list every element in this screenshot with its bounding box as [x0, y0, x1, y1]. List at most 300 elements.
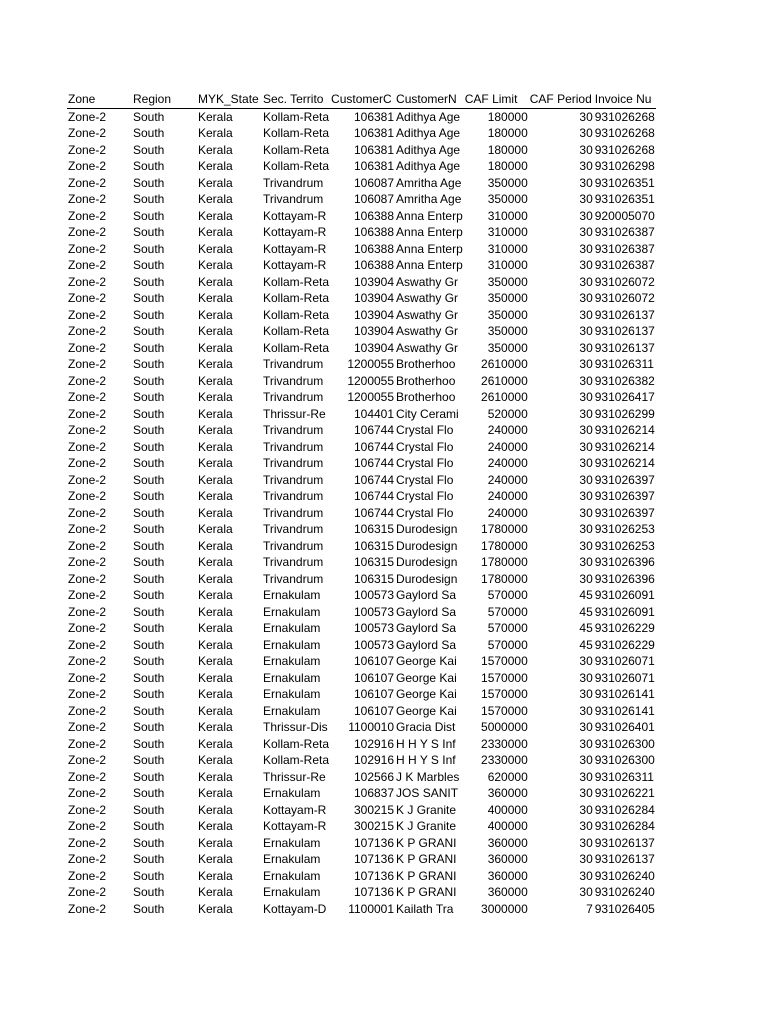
cell-caf-limit: 350000 — [487, 324, 528, 338]
cell-customer-code: 103904 — [353, 291, 395, 305]
cell-customer-code: 106107 — [353, 670, 395, 685]
cell-customer-code: 106744 — [353, 456, 395, 470]
table-row — [67, 422, 656, 439]
cell-territory: Ernakulam — [263, 703, 321, 718]
cell-zone: Zone-2 — [68, 175, 107, 190]
cell-customer-code: 104401 — [353, 406, 395, 421]
table-row — [67, 472, 656, 489]
cell-invoice-number: 931026253 — [594, 538, 655, 553]
table-body — [67, 108, 656, 917]
cell-territory: Trivandrum — [263, 538, 324, 553]
cell-territory: Ernakulam — [263, 835, 321, 850]
table-row — [67, 224, 656, 241]
cell-region: South — [133, 225, 165, 239]
cell-zone: Zone-2 — [68, 555, 107, 569]
cell-invoice-number: 931026268 — [594, 142, 655, 157]
cell-caf-period: 30 — [579, 670, 593, 685]
cell-caf-period: 45 — [579, 604, 593, 619]
cell-customer-name: Aswathy Gr — [396, 291, 459, 305]
cell-region: South — [133, 885, 165, 899]
cell-region: South — [133, 357, 165, 371]
cell-zone: Zone-2 — [68, 159, 107, 173]
table-row — [67, 538, 656, 555]
cell-caf-limit: 3000000 — [481, 901, 528, 916]
cell-caf-period: 30 — [579, 720, 593, 734]
cell-customer-code: 106388 — [353, 225, 395, 239]
cell-invoice-number: 931026253 — [594, 522, 655, 536]
cell-customer-name: Brotherhoo — [396, 373, 456, 388]
cell-invoice-number: 931026240 — [594, 885, 655, 899]
cell-region: South — [133, 324, 165, 338]
cell-customer-code: 100573 — [353, 621, 395, 635]
cell-customer-name: Gaylord Sa — [396, 637, 457, 652]
cell-caf-limit: 350000 — [487, 307, 528, 322]
header-state: MYK_State — [198, 92, 259, 106]
cell-region: South — [133, 489, 165, 503]
cell-state: Kerala — [198, 852, 233, 866]
cell-customer-name: Adithya Age — [396, 109, 461, 124]
cell-caf-limit: 240000 — [487, 505, 528, 520]
cell-customer-name: K P GRANI — [396, 868, 457, 883]
cell-territory: Trivandrum — [263, 571, 324, 586]
cell-customer-name: Aswathy Gr — [396, 274, 459, 289]
cell-territory: Ernakulam — [263, 786, 321, 800]
table-row — [67, 785, 656, 802]
cell-caf-limit: 240000 — [487, 456, 528, 470]
cell-zone: Zone-2 — [68, 522, 107, 536]
cell-zone: Zone-2 — [68, 654, 107, 668]
cell-territory: Ernakulam — [263, 885, 321, 899]
cell-caf-period: 30 — [579, 753, 593, 767]
cell-territory: Thrissur-Re — [263, 406, 326, 421]
cell-state: Kerala — [198, 687, 233, 701]
cell-zone: Zone-2 — [68, 505, 107, 520]
table-row — [67, 736, 656, 753]
cell-state: Kerala — [198, 340, 233, 355]
cell-territory: Kottayam-D — [263, 901, 327, 916]
cell-territory: Kottayam-R — [263, 819, 327, 833]
cell-customer-code: 106381 — [353, 142, 395, 157]
cell-state: Kerala — [198, 819, 233, 833]
cell-caf-period: 45 — [579, 621, 593, 635]
cell-caf-period: 30 — [579, 126, 593, 140]
table-row — [67, 653, 656, 670]
cell-customer-code: 107136 — [353, 852, 395, 866]
cell-customer-code: 106315 — [353, 555, 395, 569]
cell-customer-code: 1200055 — [347, 373, 395, 388]
cell-caf-limit: 1570000 — [481, 654, 528, 668]
cell-zone: Zone-2 — [68, 258, 107, 272]
cell-region: South — [133, 192, 165, 206]
cell-invoice-number: 931026240 — [594, 868, 655, 883]
cell-customer-name: Aswathy Gr — [396, 307, 459, 322]
cell-territory: Ernakulam — [263, 868, 321, 883]
table-row — [67, 488, 656, 505]
cell-state: Kerala — [198, 307, 233, 322]
cell-invoice-number: 931026137 — [594, 324, 655, 338]
table-row — [67, 604, 656, 621]
cell-state: Kerala — [198, 142, 233, 157]
cell-territory: Kottayam-R — [263, 208, 327, 223]
table-row — [67, 455, 656, 472]
cell-caf-limit: 1780000 — [481, 538, 528, 553]
cell-region: South — [133, 835, 165, 850]
cell-region: South — [133, 703, 165, 718]
cell-zone: Zone-2 — [68, 687, 107, 701]
cell-customer-name: Durodesign — [396, 571, 458, 586]
table-row — [67, 274, 656, 291]
cell-caf-period: 30 — [579, 357, 593, 371]
cell-invoice-number: 931026396 — [594, 571, 655, 586]
cell-caf-period: 30 — [579, 406, 593, 421]
cell-caf-period: 30 — [579, 373, 593, 388]
cell-customer-name: Aswathy Gr — [396, 324, 459, 338]
cell-region: South — [133, 142, 165, 157]
cell-caf-limit: 400000 — [487, 819, 528, 833]
cell-customer-name: Crystal Flo — [396, 505, 454, 520]
cell-customer-name: Crystal Flo — [396, 472, 454, 487]
spreadsheet — [67, 91, 656, 917]
cell-customer-name: Amritha Age — [396, 175, 462, 190]
header-caf-period: CAF Period — [529, 92, 592, 106]
cell-state: Kerala — [198, 109, 233, 124]
cell-customer-name: Anna Enterp — [396, 258, 463, 272]
cell-invoice-number: 931026137 — [594, 307, 655, 322]
cell-customer-code: 100573 — [353, 588, 395, 602]
cell-zone: Zone-2 — [68, 720, 107, 734]
cell-region: South — [133, 571, 165, 586]
cell-invoice-number: 931026311 — [594, 357, 654, 371]
cell-territory: Thrissur-Re — [263, 769, 326, 784]
cell-caf-period: 30 — [579, 736, 593, 751]
cell-state: Kerala — [198, 802, 233, 817]
cell-caf-period: 30 — [579, 819, 593, 833]
cell-region: South — [133, 159, 165, 173]
cell-zone: Zone-2 — [68, 307, 107, 322]
cell-customer-code: 300215 — [353, 802, 395, 817]
cell-state: Kerala — [198, 439, 233, 454]
cell-territory: Trivandrum — [263, 505, 324, 520]
table-row — [67, 323, 656, 340]
cell-state: Kerala — [198, 736, 233, 751]
cell-customer-code: 107136 — [353, 868, 395, 883]
table-row — [67, 158, 656, 175]
cell-state: Kerala — [198, 192, 233, 206]
cell-customer-code: 103904 — [353, 340, 395, 355]
cell-customer-code: 102566 — [353, 769, 395, 784]
cell-zone: Zone-2 — [68, 571, 107, 586]
cell-customer-code: 103904 — [353, 274, 395, 289]
cell-caf-limit: 620000 — [487, 769, 528, 784]
cell-customer-code: 1200055 — [347, 357, 395, 371]
cell-customer-name: H H Y S Inf — [396, 736, 456, 751]
cell-caf-limit: 570000 — [487, 637, 528, 652]
cell-region: South — [133, 126, 165, 140]
cell-customer-name: George Kai — [396, 670, 457, 685]
cell-territory: Trivandrum — [263, 555, 324, 569]
table-row — [67, 125, 656, 142]
cell-caf-limit: 310000 — [487, 258, 528, 272]
cell-region: South — [133, 340, 165, 355]
cell-caf-period: 30 — [579, 225, 593, 239]
cell-invoice-number: 931026382 — [594, 373, 655, 388]
cell-caf-limit: 180000 — [487, 142, 528, 157]
table-row — [67, 835, 656, 852]
cell-zone: Zone-2 — [68, 456, 107, 470]
cell-invoice-number: 931026300 — [594, 736, 655, 751]
cell-zone: Zone-2 — [68, 274, 107, 289]
cell-caf-limit: 240000 — [487, 489, 528, 503]
table-row — [67, 389, 656, 406]
table-row — [67, 884, 656, 901]
cell-state: Kerala — [198, 489, 233, 503]
cell-caf-period: 30 — [579, 868, 593, 883]
cell-territory: Thrissur-Dis — [263, 720, 328, 734]
cell-territory: Ernakulam — [263, 852, 321, 866]
cell-zone: Zone-2 — [68, 192, 107, 206]
cell-invoice-number: 931026229 — [594, 637, 655, 652]
cell-customer-name: George Kai — [396, 703, 457, 718]
cell-customer-name: Kailath Tra — [396, 901, 454, 916]
cell-territory: Trivandrum — [263, 456, 324, 470]
cell-region: South — [133, 637, 165, 652]
cell-customer-code: 106087 — [353, 192, 395, 206]
cell-invoice-number: 931026071 — [594, 670, 655, 685]
cell-zone: Zone-2 — [68, 769, 107, 784]
cell-invoice-number: 931026229 — [594, 621, 655, 635]
cell-zone: Zone-2 — [68, 439, 107, 454]
cell-region: South — [133, 852, 165, 866]
cell-caf-period: 30 — [579, 142, 593, 157]
cell-caf-limit: 2610000 — [481, 357, 528, 371]
cell-region: South — [133, 423, 165, 437]
table-row — [67, 521, 656, 538]
cell-caf-period: 30 — [579, 472, 593, 487]
cell-customer-name: Aswathy Gr — [396, 340, 459, 355]
cell-zone: Zone-2 — [68, 241, 107, 256]
cell-customer-name: Crystal Flo — [396, 456, 454, 470]
cell-state: Kerala — [198, 753, 233, 767]
cell-customer-name: Anna Enterp — [396, 225, 463, 239]
cell-customer-code: 1100010 — [348, 720, 395, 734]
table-row — [67, 571, 656, 588]
cell-invoice-number: 931026387 — [594, 225, 655, 239]
cell-territory: Ernakulam — [263, 604, 321, 619]
table-row — [67, 802, 656, 819]
cell-invoice-number: 931026311 — [594, 769, 654, 784]
cell-state: Kerala — [198, 175, 233, 190]
cell-caf-period: 30 — [579, 324, 593, 338]
table-row — [67, 851, 656, 868]
table-row — [67, 505, 656, 522]
cell-state: Kerala — [198, 505, 233, 520]
cell-caf-period: 30 — [579, 208, 593, 223]
cell-territory: Ernakulam — [263, 654, 321, 668]
cell-region: South — [133, 522, 165, 536]
cell-territory: Kottayam-R — [263, 258, 327, 272]
header-customer-code: CustomerC — [331, 92, 392, 106]
cell-territory: Kollam-Reta — [263, 307, 330, 322]
cell-territory: Trivandrum — [263, 390, 324, 404]
cell-zone: Zone-2 — [68, 340, 107, 355]
cell-caf-limit: 570000 — [487, 604, 528, 619]
cell-customer-name: Amritha Age — [396, 192, 462, 206]
cell-region: South — [133, 456, 165, 470]
cell-state: Kerala — [198, 324, 233, 338]
table-row — [67, 175, 656, 192]
cell-caf-period: 30 — [579, 241, 593, 256]
cell-customer-code: 107136 — [353, 835, 395, 850]
cell-caf-limit: 360000 — [487, 868, 528, 883]
cell-customer-name: Brotherhoo — [396, 390, 456, 404]
cell-state: Kerala — [198, 373, 233, 388]
cell-caf-period: 30 — [579, 703, 593, 718]
cell-territory: Kollam-Reta — [263, 142, 330, 157]
cell-caf-limit: 180000 — [487, 126, 528, 140]
table-row — [67, 752, 656, 769]
cell-state: Kerala — [198, 637, 233, 652]
cell-customer-code: 106315 — [353, 522, 395, 536]
cell-customer-code: 106087 — [353, 175, 395, 190]
cell-territory: Kottayam-R — [263, 225, 327, 239]
cell-caf-period: 30 — [579, 654, 593, 668]
cell-customer-code: 106107 — [353, 703, 395, 718]
cell-zone: Zone-2 — [68, 357, 107, 371]
cell-invoice-number: 931026221 — [594, 786, 655, 800]
cell-zone: Zone-2 — [68, 637, 107, 652]
cell-invoice-number: 931026141 — [594, 703, 655, 718]
cell-customer-code: 106381 — [353, 159, 395, 173]
cell-territory: Trivandrum — [263, 423, 324, 437]
cell-caf-period: 30 — [579, 522, 593, 536]
cell-customer-name: George Kai — [396, 654, 457, 668]
cell-invoice-number: 931026091 — [594, 604, 655, 619]
cell-zone: Zone-2 — [68, 786, 107, 800]
cell-customer-name: K P GRANI — [396, 852, 457, 866]
cell-state: Kerala — [198, 126, 233, 140]
cell-invoice-number: 931026397 — [594, 505, 655, 520]
cell-customer-name: Crystal Flo — [396, 423, 454, 437]
cell-state: Kerala — [198, 588, 233, 602]
cell-caf-limit: 2610000 — [481, 373, 528, 388]
table-row — [67, 340, 656, 357]
cell-invoice-number: 931026417 — [594, 390, 655, 404]
cell-invoice-number: 931026137 — [594, 852, 655, 866]
cell-customer-code: 100573 — [353, 604, 395, 619]
cell-caf-limit: 310000 — [487, 225, 528, 239]
cell-region: South — [133, 720, 165, 734]
table-row — [67, 587, 656, 604]
cell-state: Kerala — [198, 522, 233, 536]
cell-customer-name: H H Y S Inf — [396, 753, 456, 767]
cell-state: Kerala — [198, 406, 233, 421]
cell-state: Kerala — [198, 357, 233, 371]
cell-customer-code: 106837 — [353, 786, 395, 800]
cell-caf-limit: 350000 — [487, 192, 528, 206]
cell-customer-code: 103904 — [353, 307, 395, 322]
cell-region: South — [133, 406, 165, 421]
cell-state: Kerala — [198, 390, 233, 404]
cell-territory: Trivandrum — [263, 192, 324, 206]
cell-caf-period: 30 — [579, 505, 593, 520]
cell-state: Kerala — [198, 885, 233, 899]
cell-state: Kerala — [198, 241, 233, 256]
cell-zone: Zone-2 — [68, 819, 107, 833]
cell-caf-limit: 1570000 — [481, 670, 528, 685]
cell-customer-name: Adithya Age — [396, 159, 461, 173]
cell-caf-limit: 1570000 — [481, 687, 528, 701]
table-row — [67, 670, 656, 687]
cell-region: South — [133, 241, 165, 256]
table-row — [67, 208, 656, 225]
cell-caf-period: 30 — [579, 291, 593, 305]
cell-customer-name: Gaylord Sa — [396, 621, 457, 635]
cell-customer-name: Anna Enterp — [396, 208, 463, 223]
table-row — [67, 703, 656, 720]
cell-caf-period: 30 — [579, 439, 593, 454]
table-row — [67, 108, 656, 125]
cell-invoice-number: 931026137 — [594, 835, 655, 850]
cell-customer-name: Adithya Age — [396, 142, 461, 157]
cell-customer-code: 1200055 — [347, 390, 395, 404]
cell-customer-code: 106744 — [353, 505, 395, 520]
cell-customer-name: City Cerami — [396, 406, 459, 421]
cell-invoice-number: 931026284 — [594, 819, 655, 833]
cell-caf-period: 30 — [579, 489, 593, 503]
cell-customer-name: Gaylord Sa — [396, 604, 457, 619]
cell-customer-name: K J Granite — [396, 819, 457, 833]
cell-region: South — [133, 505, 165, 520]
cell-customer-name: K P GRANI — [396, 885, 457, 899]
cell-zone: Zone-2 — [68, 753, 107, 767]
cell-invoice-number: 931026387 — [594, 241, 655, 256]
cell-state: Kerala — [198, 423, 233, 437]
cell-region: South — [133, 109, 165, 124]
cell-territory: Kollam-Reta — [263, 340, 330, 355]
cell-territory: Trivandrum — [263, 373, 324, 388]
cell-invoice-number: 931026351 — [594, 192, 655, 206]
cell-invoice-number: 931026268 — [594, 109, 655, 124]
cell-invoice-number: 920005070 — [594, 208, 655, 223]
cell-customer-code: 102916 — [353, 753, 395, 767]
cell-zone: Zone-2 — [68, 703, 107, 718]
cell-caf-limit: 240000 — [487, 472, 528, 487]
table-row — [67, 620, 656, 637]
cell-customer-name: Anna Enterp — [396, 241, 463, 256]
cell-zone: Zone-2 — [68, 406, 107, 421]
cell-zone: Zone-2 — [68, 588, 107, 602]
cell-territory: Kollam-Reta — [263, 126, 330, 140]
cell-customer-name: Crystal Flo — [396, 439, 454, 454]
cell-region: South — [133, 390, 165, 404]
cell-zone: Zone-2 — [68, 423, 107, 437]
cell-caf-limit: 360000 — [487, 852, 528, 866]
cell-customer-code: 106381 — [353, 109, 395, 124]
header-region: Region — [133, 92, 172, 106]
cell-territory: Kollam-Reta — [263, 324, 330, 338]
cell-customer-code: 106388 — [353, 241, 395, 256]
header-row — [67, 91, 656, 108]
cell-caf-limit: 1780000 — [481, 522, 528, 536]
cell-territory: Kollam-Reta — [263, 736, 330, 751]
table-row — [67, 719, 656, 736]
header-territory: Sec. Territo — [263, 92, 324, 106]
cell-customer-code: 106388 — [353, 258, 395, 272]
cell-region: South — [133, 604, 165, 619]
cell-state: Kerala — [198, 769, 233, 784]
cell-caf-limit: 180000 — [487, 159, 528, 173]
cell-territory: Kollam-Reta — [263, 159, 330, 173]
